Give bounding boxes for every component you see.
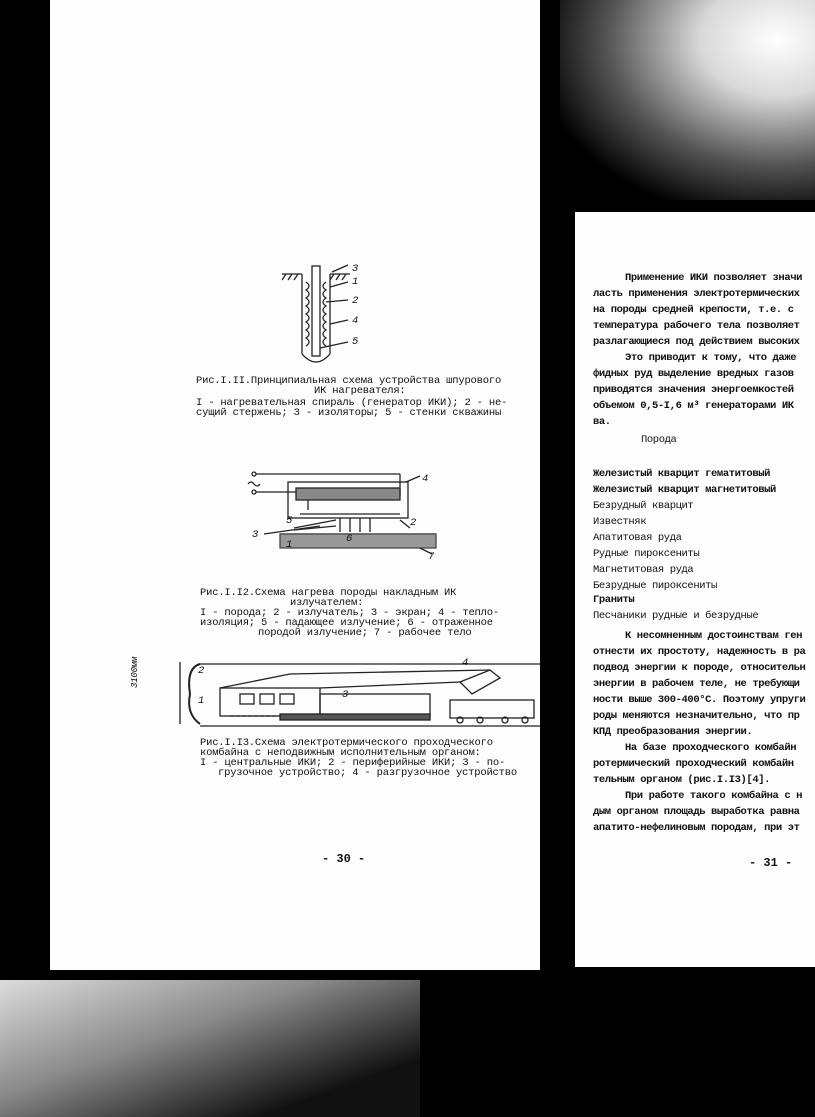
para3-line-6: роды меняются незначительно, что пр [593,710,800,722]
page-number-right: - 31 - [749,856,793,870]
fig11-label-3: 3 [352,263,359,275]
rock-row: Безрудный кварцит [593,500,694,512]
fig12-caption-title: Рис.I.I2.Схема нагрева породы накладным ИК [200,587,457,599]
fig12-caption-legend-1: I - порода; 2 - излучатель; 3 - экран; 4 - тепло- [200,607,499,619]
fig13-caption-title-2: комбайна с неподвижным исполнительным органом: [200,747,481,759]
para3-line-7: КПД преобразования энергии. [593,726,753,738]
para4-line-5: дым органом площадь выработка равна [593,806,800,818]
para4-line-6: апатито-нефелиновым породам, при эт [593,822,800,834]
rock-row: Апатитовая руда [593,532,682,544]
right-page [575,212,815,967]
para1-line-2: ласть применения электротермических [593,288,800,300]
fig12-caption-legend-2: изоляция; 5 - падающее излучение; 6 - отраженное [200,617,493,629]
para2-line-3: приводятся значения энергоемкостей [593,384,794,396]
fig12-label-7: 7 [428,551,435,563]
fig11-label-1: 1 [352,276,359,288]
para2-line-5: ва. [593,416,611,428]
figure-1-13-drawing [160,654,540,730]
fig12-caption-legend-3: породой излучение; 7 - рабочее тело [258,627,472,639]
fig13-caption-title: Рис.I.I3.Схема электротермического проходческого [200,737,493,749]
table-header-rock: Порода [641,434,677,446]
fig11-label-5: 5 [352,336,359,348]
left-page [50,0,540,970]
rock-row: Железистый кварцит магнетитовый [593,484,776,496]
para4-line-2: ротермический проходческий комбайн [593,758,794,770]
rock-row: Магнетитовая руда [593,564,694,576]
fig11-caption-title-2: ИК нагревателя: [314,385,406,397]
para3-line-2: отнести их простоту, надежность в ра [593,646,806,658]
fig13-caption-legend-1: I - центральные ИКИ; 2 - периферийные ИКИ; 3 - по- [200,757,506,769]
para4-line-1: На базе проходческого комбайн [625,742,797,754]
fig13-label-2: 2 [198,665,205,677]
scan-glare-top-right [560,0,815,200]
para3-line-5: ности выше 300-400°С. Поэтому упруги [593,694,806,706]
para1-line-3: на породы средней крепости, т.е. с [593,304,794,316]
page-number-left: - 30 - [322,852,366,866]
para1-line-1: Применение ИКИ позволяет значи [625,272,803,284]
rock-row: Песчаники рудные и безрудные [593,610,759,622]
fig12-caption-title-2: излучателем: [290,597,364,609]
scan-shadow-bottom-left [0,980,420,1117]
fig11-label-4: 4 [352,315,359,327]
fig11-caption-legend-1: I - нагревательная спираль (генератор ИКИ); 2 - не- [196,397,508,409]
rock-row: Граниты [593,594,635,606]
rock-row: Железистый кварцит гематитовый [593,468,771,480]
para3-line-3: подвод энергии к породе, относительн [593,662,806,674]
para3-line-1: К несомненным достоинствам ген [625,630,803,642]
fig11-caption-title: Рис.I.II.Принципиальная схема устройства шпурового [196,375,502,387]
para1-line-5: разлагающиеся под действием высоких [593,336,800,348]
fig11-label-2: 2 [352,295,359,307]
fig13-label-1: 1 [198,695,205,707]
para1-line-4: температура рабочего тела позволяет [593,320,800,332]
rock-row: Известняк [593,516,647,528]
fig13-label-4: 4 [462,657,469,669]
fig13-caption-legend-2: грузочное устройство; 4 - разгрузочное устройство [218,767,517,779]
fig12-label-4: 4 [422,473,429,485]
fig12-label-1: 1 [286,539,293,551]
fig12-label-2: 2 [410,517,417,529]
rock-row: Безрудные пироксениты [593,580,717,592]
fig13-dimension: 3100мм [130,656,140,688]
para4-line-4: При работе такого комбайна с н [625,790,803,802]
para3-line-4: энергии в рабочем теле, не требующи [593,678,800,690]
fig12-label-5: 5 [286,515,293,527]
rock-row: Рудные пироксениты [593,548,700,560]
para2-line-4: объемом 0,5-I,6 м³ генераторами ИК [593,400,794,412]
fig12-label-6: 6 [346,533,353,545]
fig11-caption-legend-2: сущий стержень; 3 - изоляторы; 5 - стенки скважины [196,407,502,419]
para2-line-2: фидных руд выделение вредных газов [593,368,794,380]
fig12-label-3: 3 [252,529,259,541]
para2-line-1: Это приводит к тому, что даже [625,352,797,364]
fig13-label-3: 3 [342,689,349,701]
para4-line-3: тельным органом (рис.I.I3)[4]. [593,774,771,786]
